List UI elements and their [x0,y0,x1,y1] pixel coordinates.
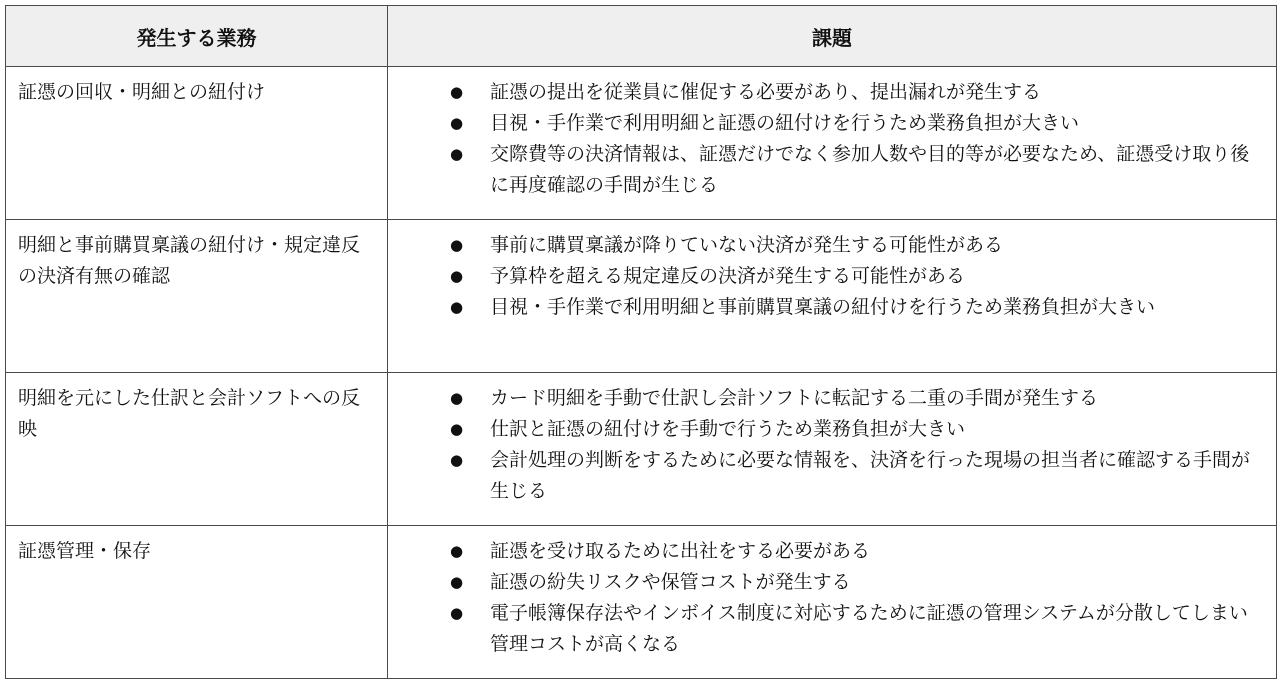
list-item [450,230,1262,261]
issue-list [400,77,1262,201]
task-cell: 証憑の回収・明細との紐付け [6,67,388,220]
list-item [450,77,1262,108]
list-item [450,536,1262,567]
list-item [450,567,1262,598]
issue-list [400,383,1262,507]
issue-text: 証憑の紛失リスクや保管コストが発生する [490,571,851,593]
issues-cell [388,526,1277,679]
issues-table [5,5,1277,679]
bullet-icon: ● [450,542,464,560]
bullet-icon: ● [450,83,464,101]
issue-text: 目視・手作業で利用明細と事前購買稟議の紐付けを行うため業務負担が大きい [490,296,1156,318]
issue-text: 事前に購買稟議が降りていない決済が発生する可能性がある [490,234,1004,256]
task-cell: 証憑管理・保存 [6,526,388,679]
list-item [450,292,1262,323]
issue-text: 会計処理の判断をするために必要な情報を、決済を行った現場の担当者に確認する手間が生じる [490,449,1251,502]
list-item [450,414,1262,445]
issue-text: 仕訳と証憑の紐付けを手動で行うため業務負担が大きい [490,418,966,440]
list-item [450,139,1262,201]
table-row [6,67,1277,220]
bullet-icon: ● [450,420,464,438]
table-row [6,526,1277,679]
issue-text: カード明細を手動で仕訳し会計ソフトに転記する二重の手間が発生する [490,387,1099,409]
bullet-icon: ● [450,451,464,469]
bullet-icon: ● [450,389,464,407]
issue-text: 証憑を受け取るために出社をする必要がある [490,540,871,562]
issues-cell [388,220,1277,373]
issue-text: 交際費等の決済情報は、証憑だけでなく参加人数や目的等が必要なため、証憑受け取り後に再度確認の手間が生じる [490,143,1250,196]
bullet-icon: ● [450,298,464,316]
issue-list [400,536,1262,660]
table-row [6,373,1277,526]
issue-text: 電子帳簿保存法やインボイス制度に対応するために証憑の管理システムが分散してしまい管理コストが高くなる [490,602,1248,655]
list-item [450,261,1262,292]
bullet-icon: ● [450,236,464,254]
issues-cell [388,373,1277,526]
table-row [6,220,1277,373]
header-row [6,6,1277,67]
list-item [450,108,1262,139]
header-task: 発生する業務 [6,6,388,67]
issue-text: 証憑の提出を従業員に催促する必要があり、提出漏れが発生する [490,81,1042,103]
header-issues: 課題 [388,6,1277,67]
list-item [450,598,1262,660]
bullet-icon: ● [450,267,464,285]
issue-text: 目視・手作業で利用明細と証憑の紐付けを行うため業務負担が大きい [490,112,1080,134]
issue-text: 予算枠を超える規定違反の決済が発生する可能性がある [490,265,966,287]
bullet-icon: ● [450,604,464,622]
task-cell: 明細を元にした仕訳と会計ソフトへの反映 [6,373,388,526]
bullet-icon: ● [450,573,464,591]
bullet-icon: ● [450,145,464,163]
list-item [450,445,1262,507]
task-cell: 明細と事前購買稟議の紐付け・規定違反の決済有無の確認 [6,220,388,373]
list-item [450,383,1262,414]
bullet-icon: ● [450,114,464,132]
issue-list [400,230,1262,323]
issues-cell [388,67,1277,220]
